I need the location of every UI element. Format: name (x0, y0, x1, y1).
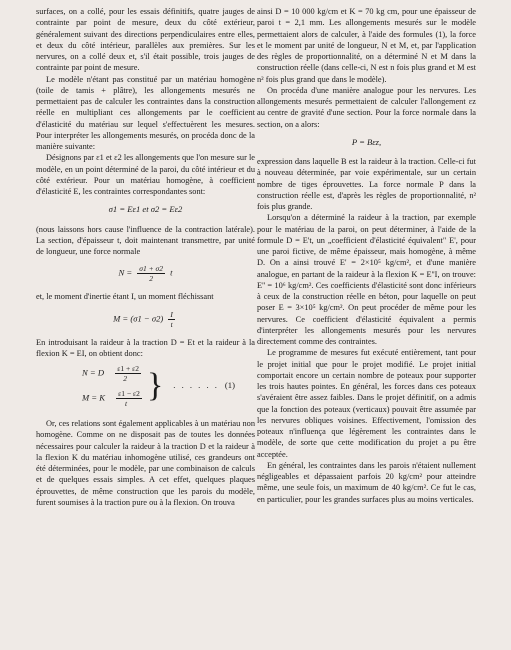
left-column (36, 6, 255, 508)
fraction (109, 364, 141, 383)
equation-number: (1) (224, 380, 235, 391)
equation-rib-force: P = Bεz, (351, 136, 382, 147)
numerator: ε1 + ε2 (117, 364, 139, 373)
denominator: 2 (149, 274, 154, 284)
numerator: σ1 + σ2 (139, 264, 163, 274)
equation-lhs: N = (118, 267, 133, 278)
denominator: t (125, 399, 128, 408)
paragraph: En général, les contraintes dans les parois n'étaient nullement négligeables et dépassaient parfois 20 kg/cm² pour atteindre même, une seule fois, un maximum de 40 kg/cm². Ce fut le cas, en particulier, pour les grandes surfaces plus au moins verticales. (257, 460, 476, 504)
paragraph: En introduisant la raideur à la traction D = Et et la raideur à la flexion K = EI, on obtient donc: (36, 337, 255, 358)
paragraph: et, le moment d'inertie étant I, un moment fléchissant (36, 292, 214, 302)
paragraph: ainsi D = 10 000 kg/cm et K = 70 kg cm, pour une épaisseur de paroi t = 2,1 mm. Les allongements mesurés sur le modèle permettaient alors de calculer, à l'aide des formules (1), la force et le moment par unité de longueur, N et M, et, par l'application des règles de proportionnalité, on a déterminé N et M dans la construction réelle (dans celle-ci, N est n fois plus grand et M est n² fois plus grand que dans le modèle). (257, 7, 476, 84)
paragraph: (nous laissons hors cause l'influence de la contraction latérale). La section, d'épaisseur t, doit maintenant transmettre, par unité de longueur, une force normale (36, 224, 255, 256)
equation-lhs: N = D (82, 367, 105, 378)
equation-lines (82, 364, 145, 408)
paragraph: surfaces, on a collé, pour les essais définitifs, quatre jauges de contrainte par point de mesure, deux du côté extérieur, généralement suivant des directions perpendiculaires entre elles, et deux du côté intérieur, parallèles aux premières. Sur les nervures, on a collé deux et, s'il était possible, trois jauges de contrainte par point de mesure. (36, 7, 255, 73)
fraction (137, 264, 165, 283)
paragraph: expression dans laquelle B est la raideur à la traction. Celle-ci fut à nouveau déterminée, par voie expérimentale, sur un certain nombre de tiges éprouvettes. La force normale P dans la construction réelle est, d'après les règles de proportionnalité, n² fois plus grande. (257, 157, 476, 211)
paragraph: Désignons par ε1 et ε2 les allongements que l'on mesure sur le modèle, en un point déterminé de la paroi, du côté intérieur et du côté extérieur. Pour un matériau homogène, à coefficient d'élasticité E, les contraintes correspondantes sont: (36, 153, 255, 196)
paragraph: Or, ces relations sont également applicables à un matériau non homogène. Comme on ne disposait pas de toutes les données nécessaires pour calculer la raideur à la traction D et la raideur à la flexion K du matériau inhomogène utilisé, ces grandeurs ont été déterminées, pour le modèle, par une combinaison de calculs et de quelques essais simples. A cet effet, quelques plaques éprouvettes, de même construction que les parois du modèle, furent soumises à la traction pure ou à la flexion. On trouva (36, 419, 255, 507)
leader-dots: . . . . . . (173, 380, 219, 391)
equation-system-1 (82, 364, 255, 408)
equation-normal-force (36, 264, 255, 283)
brace: } (146, 367, 164, 404)
denominator: 2 (123, 374, 127, 383)
paragraph: Le modèle n'étant pas constitué par un matériau homogène (toile de tamis + plâtre), les allongements mesurés ne permettaient pas de calculer les contraintes dans la construction réelle en multipliant ces allongements par le coefficient d'élasticité du matériau sur lequel s'effectuèrent les mesures. Pour interpréter les allongements mesurés, on procéda donc de la manière suivante: (36, 74, 255, 151)
numerator: ε1 − ε2 (118, 389, 140, 398)
denominator: t (170, 319, 173, 329)
paragraph: Le programme de mesures fut exécuté entièrement, tant pour le projet initial que pour le projet modifié. Le projet initial comportait encore un certain nombre de poteaux pour supporter les trois hautes pointes. En général, les forces dans ces poteaux s'avéraient être assez faibles. Dans le projet définitif, on a admis que la fonction des poteaux (verticaux) pouvait être assumée par les nervures obliques voisines. Effectivement, l'omission des poteaux n'influença que légèrement les contraintes dans le modèle, de sorte que cette modification du projet a pu être acceptée. (257, 348, 476, 459)
paragraph: On procéda d'une manière analogue pour les nervures. Les allongements mesurés permettaient de calculer l'allongement εz au centre de gravité d'une section. Pour la force normale dans la section, on a alors: (257, 85, 476, 129)
right-column (257, 6, 476, 505)
equation-moment (36, 310, 255, 329)
numerator: I (170, 309, 173, 319)
paragraph: Lorsqu'on a déterminé la raideur à la traction, par exemple pour le matériau de la paroi, on peut déterminer, à l'aide de la formule D = E't, un „coefficient d'élasticité équivalent" E', pour une paroi fictive, de même épaisseur, mais homogène, à même D. On a ainsi trouvé E' = 2×10⁵ kg/cm², et d'une manière analogue, en partant de la raideur à la flexion K = E''I, on trouve: E'' = 10⁶ kg/cm². Ces coefficients d'élasticité sont donc inférieurs à ceux de la construction réelle en béton, pour laquelle on peut poser E = 3×10⁵ kg/cm². On peut procéder de même pour les nervures. Ce coefficient d'élasticité équivalent a permis d'interpréter les allongements mesurés pour les nervures directement comme des contraintes. (257, 213, 476, 346)
equation-m (82, 389, 145, 408)
fraction (110, 389, 142, 408)
equation-rhs: t (170, 267, 173, 278)
equation-lhs: M = (σ1 − σ2) (113, 312, 164, 323)
equation-n (82, 364, 145, 383)
equation-stresses: σ1 = Eε1 et σ2 = Eε2 (108, 204, 183, 215)
equation-lhs: M = K (82, 392, 105, 403)
fraction (168, 310, 175, 329)
